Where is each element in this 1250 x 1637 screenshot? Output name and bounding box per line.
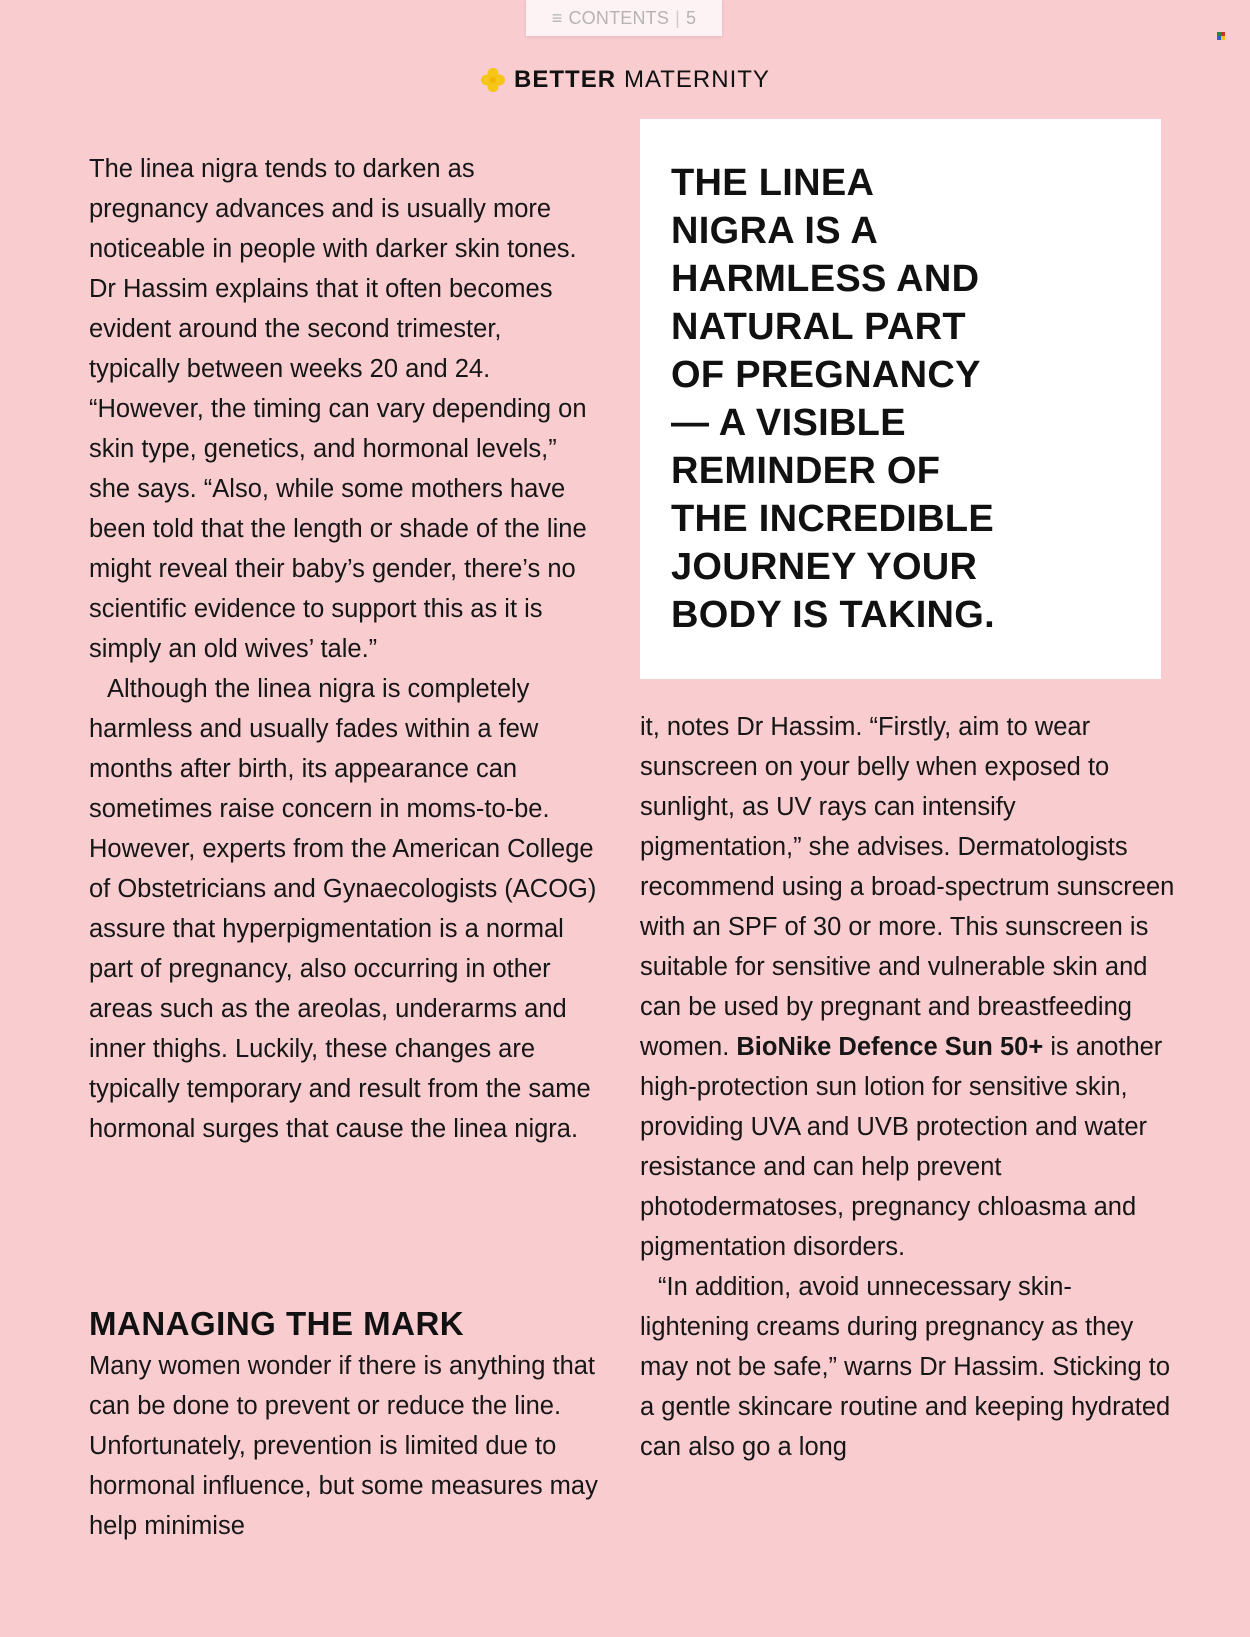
section-header — [0, 64, 1250, 96]
paragraph: Many women wonder if there is anything that can be done to prevent or reduce the line. Unfortunately, prevention is limited due to hormonal influence, but some measures may help minimise — [89, 1352, 598, 1540]
pull-quote-line: NATURAL PART — [671, 306, 966, 348]
corner-marker-icon — [1217, 32, 1225, 40]
subheading: MANAGING THE MARK — [89, 1305, 465, 1342]
flower-icon — [480, 67, 506, 93]
pull-quote-line: REMINDER OF — [671, 450, 941, 492]
pull-quote-line: HARMLESS AND — [671, 258, 980, 300]
paragraph — [640, 707, 1175, 1267]
pull-quote-line: NIGRA IS A — [671, 210, 879, 252]
product-name: BioNike Defence Sun 50+ — [736, 1033, 1044, 1061]
paragraph: “In addition, avoid unnecessary skin-lightening creams during pregnancy as they may not be safe,” warns Dr Hassim. Sticking to a gentle skincare routine and keeping hydrated can also go a long — [640, 1273, 1171, 1461]
article-column-right — [640, 707, 1175, 1467]
section-name: MATERNITY — [624, 66, 770, 93]
contents-label: CONTENTS — [568, 7, 670, 28]
pull-quote-line: THE LINEA — [671, 162, 875, 204]
paragraph: The linea nigra tends to darken as pregnancy advances and is usually more noticeable in people with darker skin tones. Dr Hassim explains that it often becomes evident around the second trimester, typically between weeks 20 and 24. “However, the timing can vary depending on skin type, genetics, and hormonal levels,” she says. “Also, while some mothers have been told that the length or shade of the line might reveal their baby’s gender, there’s no scientific evidence to support this as it is simply an old wives’ tale.” — [89, 155, 587, 663]
section-name-bold: BETTER — [514, 66, 617, 93]
pull-quote-line: — A VISIBLE — [671, 402, 906, 444]
paragraph-text: it, notes Dr Hassim. “Firstly, aim to wear sunscreen on your belly when exposed to sunlight, as UV rays can intensify pigmentation,” she advises. Dermatologists recommend using a broad-spectrum sunscreen with an SPF of 30 or more. This sunscreen is suitable for sensitive and vulnerable skin and can be used by pregnant and breastfeeding women. — [640, 713, 1175, 1061]
contents-button[interactable] — [526, 0, 722, 36]
paragraph: Although the linea nigra is completely harmless and usually fades within a few months after birth, its appearance can sometimes raise concern in moms-to-be. However, experts from the American College of Obstetricians and Gynaecologists (ACOG) assure that hyperpigmentation is a normal part of pregnancy, also occurring in other areas such as the areolas, underarms and inner thighs. Luckily, these changes are typically temporary and result from the same hormonal surges that cause the linea nigra. — [89, 675, 597, 1143]
menu-icon: ≡ — [551, 7, 563, 28]
pull-quote-line: OF PREGNANCY — [671, 354, 981, 396]
paragraph-text: is another high-protection sun lotion for sensitive skin, providing UVA and UVB protection and water resistance and can help prevent photodermatoses, pregnancy chloasma and pigmentation disorders. — [640, 1033, 1163, 1261]
page-number: 5 — [685, 7, 697, 28]
nav-separator: | — [675, 7, 680, 28]
pull-quote — [640, 119, 1161, 679]
pull-quote-line: JOURNEY YOUR — [671, 546, 978, 588]
pull-quote-line: BODY IS TAKING. — [671, 594, 996, 636]
pull-quote-line: THE INCREDIBLE — [671, 498, 994, 540]
article-column-left-top — [89, 149, 599, 1149]
pull-quote-text — [671, 159, 995, 639]
article-column-left-bottom — [89, 1346, 609, 1546]
